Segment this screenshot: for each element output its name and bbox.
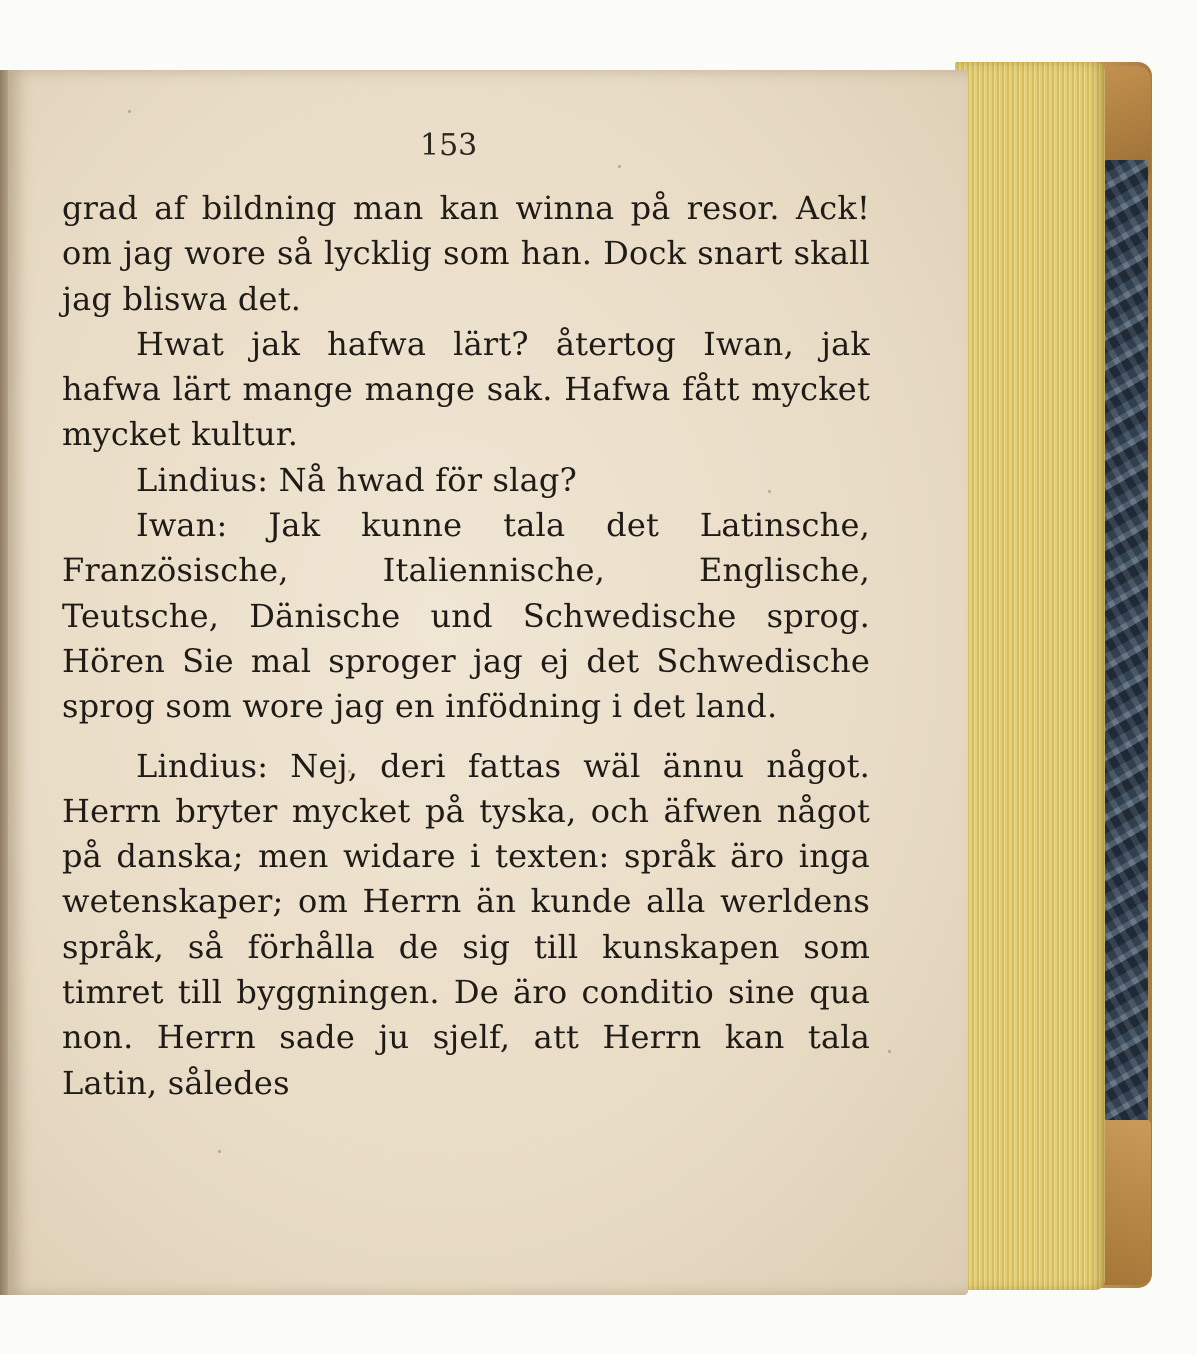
paragraph-1: grad af bildning man kan winna på resor. Ack! om jag wore så lycklig som han. Dock snart skall jag bliswa det. — [62, 189, 870, 318]
page-number: 153 — [420, 128, 478, 163]
paragraph-3: Lindius: Nå hwad för slag? — [136, 460, 577, 499]
page-text — [62, 186, 870, 1106]
marbled-cover-paper — [1100, 160, 1148, 1150]
paragraph-2: Hwat jak hafwa lärt? återtog Iwan, jak hafwa lärt mange mange sak. Hafwa fått mycket mycket kultur. — [62, 324, 870, 454]
paragraph-4: Iwan: Jak kunne tala det Latinsche, Französische, Italiennische, Englische, Teutsche, Dänische und Schwedische sprog. Hören Sie mal sproger jag ej det Schwedische sprog som wore jag en infödning i det land. — [62, 506, 870, 726]
page-block-edges — [955, 62, 1105, 1290]
paragraph-5: Lindius: Nej, deri fattas wäl ännu något. Herrn bryter mycket på tyska, och äfwen något på danska; men widare i texten: språk äro inga wetenskaper; om Herrn än kunde alla werldens språk, så förhålla de sig till kunskapen som timret till byggningen. De äro conditio sine qua non. Herrn sade ju sjelf, att Herrn kan tala Latin, således — [62, 746, 870, 1102]
